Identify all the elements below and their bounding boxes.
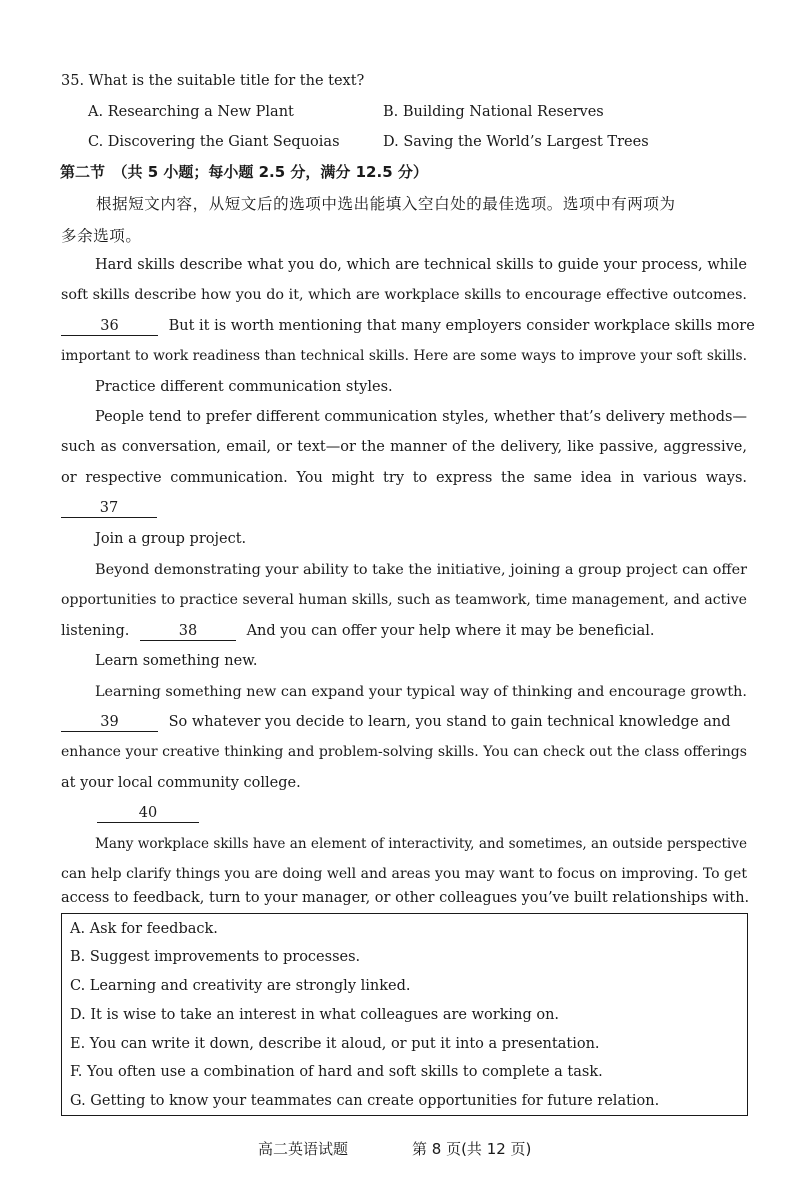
passage-line: enhance your creative thinking and problem-solving skills. You can check out the class offerings	[61, 744, 747, 760]
options-box	[61, 913, 748, 1116]
blank-40[interactable]: 40	[97, 805, 199, 823]
passage-line-with-blank-37	[61, 498, 157, 518]
question-35-stem: 35. What is the suitable title for the text?	[61, 73, 365, 89]
passage-text: And you can offer your help where it may be beneficial.	[246, 623, 655, 639]
section-instruction-line-2: 多余选项。	[61, 227, 142, 245]
passage-line: opportunities to practice several human skills, such as teamwork, time management, and active	[61, 592, 747, 608]
passage-line: Beyond demonstrating your ability to take the initiative, joining a group project can offer	[95, 562, 747, 578]
passage-line-with-blank-40	[97, 803, 199, 823]
choice-c[interactable]: C. Learning and creativity are strongly linked.	[70, 978, 411, 994]
passage-line-with-blank-38	[61, 621, 655, 641]
footer-subject: 高二英语试题	[258, 1140, 349, 1158]
passage-line: can help clarify things you are doing well and areas you may want to focus on improving. To get	[61, 866, 747, 882]
section-heading: 第二节 （共 5 小题；每小题 2.5 分，满分 12.5 分）	[60, 163, 428, 181]
question-35-option-d: D. Saving the World’s Largest Trees	[383, 134, 649, 150]
passage-line: important to work readiness than technical skills. Here are some ways to improve your soft skills.	[61, 348, 747, 364]
passage-line-with-blank-39	[61, 712, 731, 732]
choice-a[interactable]: A. Ask for feedback.	[70, 921, 218, 937]
blank-38[interactable]: 38	[140, 623, 236, 641]
blank-39[interactable]: 39	[61, 714, 158, 732]
passage-text: listening.	[61, 623, 130, 639]
passage-line: or respective communication. You might try to express the same idea in various ways.	[61, 470, 747, 486]
subheading-group-project: Join a group project.	[95, 531, 247, 547]
choice-g[interactable]: G. Getting to know your teammates can create opportunities for future relation.	[70, 1093, 660, 1109]
choice-f[interactable]: F. You often use a combination of hard and soft skills to complete a task.	[70, 1064, 603, 1080]
blank-37[interactable]: 37	[61, 500, 157, 518]
passage-line: Hard skills describe what you do, which are technical skills to guide your process, while	[95, 257, 747, 273]
subheading-learn: Learn something new.	[95, 653, 258, 669]
footer-page-number: 第 8 页(共 12 页)	[412, 1140, 532, 1158]
choice-b[interactable]: B. Suggest improvements to processes.	[70, 949, 361, 965]
question-35-option-a: A. Researching a New Plant	[88, 104, 294, 120]
passage-line: People tend to prefer different communication styles, whether that’s delivery methods—	[95, 409, 747, 425]
passage-line: Many workplace skills have an element of interactivity, and sometimes, an outside perspective	[95, 836, 747, 852]
blank-36[interactable]: 36	[61, 318, 158, 336]
subheading-communication: Practice different communication styles.	[95, 379, 393, 395]
passage-line-with-blank-36	[61, 316, 755, 336]
section-instruction-line-1: 根据短文内容，从短文后的选项中选出能填入空白处的最佳选项。选项中有两项为	[96, 195, 676, 213]
question-35-option-b: B. Building National Reserves	[383, 104, 604, 120]
passage-text: But it is worth mentioning that many employers consider workplace skills more	[168, 318, 755, 334]
passage-line: at your local community college.	[61, 775, 301, 791]
passage-line: such as conversation, email, or text—or the manner of the delivery, like passive, aggressive,	[61, 439, 747, 455]
passage-text: So whatever you decide to learn, you stand to gain technical knowledge and	[168, 714, 731, 730]
passage-line: Learning something new can expand your typical way of thinking and encourage growth.	[95, 684, 747, 700]
passage-line: soft skills describe how you do it, which are workplace skills to encourage effective outcomes.	[61, 287, 747, 303]
question-35-option-c: C. Discovering the Giant Sequoias	[88, 134, 340, 150]
choice-e[interactable]: E. You can write it down, describe it aloud, or put it into a presentation.	[70, 1036, 600, 1052]
choice-d[interactable]: D. It is wise to take an interest in what colleagues are working on.	[70, 1007, 560, 1023]
passage-line: access to feedback, turn to your manager, or other colleagues you’ve built relationships with.	[61, 890, 750, 906]
